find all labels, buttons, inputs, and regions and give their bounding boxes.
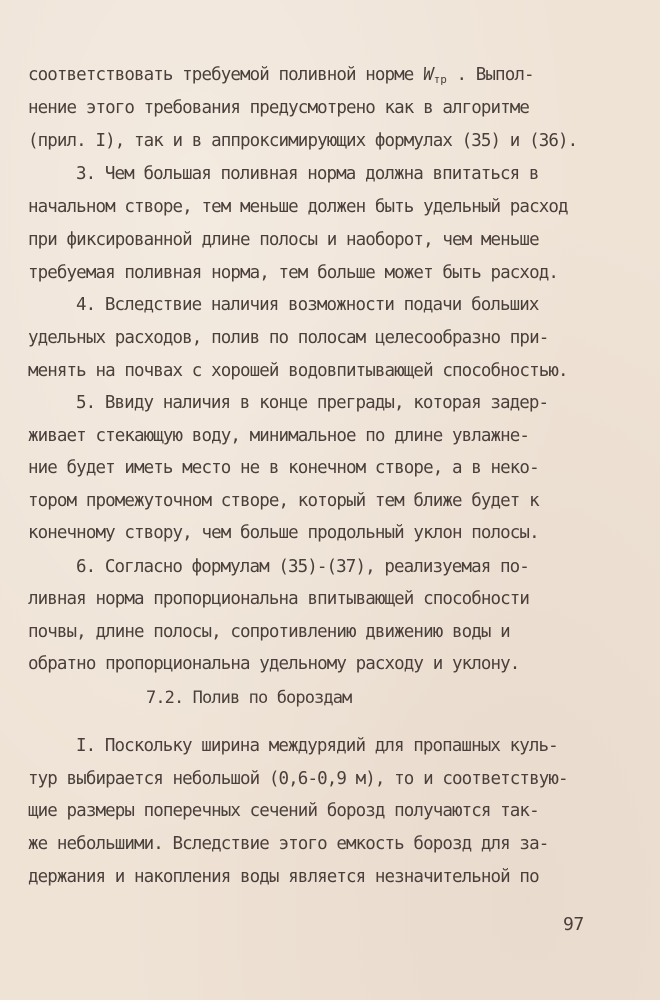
variable-subscript: тр [433,73,447,86]
text-line: при фиксированной длине полосы и наоборот, чем меньше [28,230,539,250]
variable-w: W [423,65,434,85]
text-line: удельных расходов, полив по полосам целесообразно при- [28,328,549,348]
text-line: 5. Ввиду наличия в конце преграды, которая задер- [76,393,549,413]
text-fragment: . Выпол- [446,65,534,85]
text-line: менять на почвах с хорошей водовпитывающей способностью. [28,361,568,381]
text-line: держания и накопления воды является незначительной по [28,867,539,887]
text-fragment: соответствовать требуемой поливной норме [28,65,424,85]
text-line: почвы, длине полосы, сопротивлению движению воды и [28,622,510,642]
text-line: же небольшими. Вследствие этого емкость борозд для за- [28,834,549,854]
text-line: тором промежуточном створе, который тем ближе будет к [28,491,539,511]
text-line: (прил. I), так и в аппроксимирующих формулах (35) и (36). [28,131,578,151]
text-line: начальном створе, тем меньше должен быть удельный расход [28,197,568,217]
text-line: I. Поскольку ширина междурядий для пропашных куль- [76,736,558,756]
text-line: ние будет иметь место не в конечном створе, а в неко- [28,458,539,478]
text-line: 6. Согласно формулам (35)-(37), реализуемая по- [76,557,529,577]
text-line: тур выбирается небольшой (0,6-0,9 м), то и соответствую- [28,769,568,789]
text-line [28,64,534,91]
text-line: щие размеры поперечных сечений борозд получаются так- [28,801,539,821]
page-number: 97 [563,914,584,935]
text-line: требуемая поливная норма, тем больше может быть расход. [28,263,558,283]
section-heading: 7.2. Полив по бороздам [146,688,352,708]
text-line: 4. Вследствие наличия возможности подачи больших [76,295,539,315]
text-line: ливная норма пропорциональна впитывающей способности [28,589,530,609]
text-line: обратно пропорциональна удельному расходу и уклону. [28,654,520,674]
text-line: 3. Чем большая поливная норма должна впитаться в [76,164,539,184]
text-line: нение этого требования предусмотрено как в алгоритме [28,98,530,118]
text-line: живает стекающую воду, минимальное по длине увлажне- [28,426,530,446]
text-line: конечному створу, чем больше продольный уклон полосы. [28,523,539,543]
